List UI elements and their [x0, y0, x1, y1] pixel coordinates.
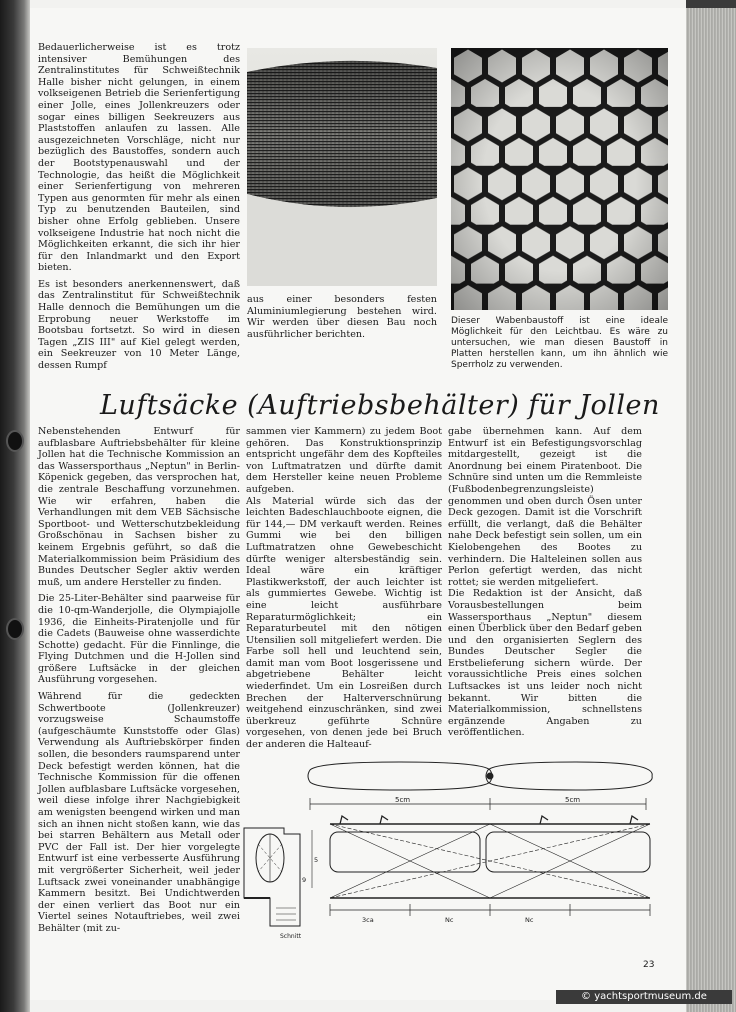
body-paragraph: gabe übernehmen kann. Auf dem Entwurf ist ein Befestigungsvorschlag mitdargestellt, gezeigt ist die Anordnung bei einem Piratenboot. Die Schnüre sind unten um die Remmleiste (Fußbodenbegrenzungsleiste) genommen und oben durch Ösen unter Deck gezogen. Damit ist die Vorschrift erfüllt, die verlangt, daß die Behälter nahe Deck befestigt sein sollen, um ein Kielobengehen des Bootes zu verhindern. Die Halteleinen sollen aus Perlon gefertigt werden, das nicht rottet; sie werden mitgeliefert. [448, 426, 642, 588]
honeycomb-material-photo [451, 48, 668, 310]
dimension-label: 5 [314, 856, 319, 864]
dimension-label: 5cm [565, 796, 581, 804]
page-number: 23 [643, 960, 655, 970]
copyright-watermark: © yachtsportmuseum.de [556, 990, 732, 1004]
article-headline: Luftsäcke (Auftriebsbehälter) für Jollen [100, 390, 660, 421]
body-paragraph: Nebenstehenden Entwurf für aufblasbare Auftriebsbehälter für kleine Jollen hat die Technische Kommission an das Wassersporthaus „Neptun" in Berlin-Köpenick gegeben, das versprochen hat, die zentrale Beschaffung vorzunehmen. Wie wir erfahren, haben die Verhandlungen mit dem VEB Sächsische Sportboot- und Wetterschutzbekleidung Großschönau in Sachsen bisher zu keinem Ergebnis geführt, so daß die Materialkommission beim Präsidium des Bundes Deutscher Segler aktiv werden muß, um andere Hersteller zu finden. [38, 426, 240, 588]
body-paragraph: Während für die gedeckten Schwertboote (Jollenkreuzer) vorzugsweise Schaumstoffe (aufgeschäumte Kunststoffe oder Glas) Verwendung als Auftriebskörper finden sollen, die besonders raumsparend unter Deck befestigt werden können, hat die Technische Kommission für die offenen Jollen aufblasbare Luftsäcke vorgesehen, weil diese infolge ihrer Nachgiebigkeit am wenigsten beengend wirken und man sich an ihnen nicht stoßen kann, wie das bei starren Behältern aus Metall oder PVC der Fall ist. Der hier vorgelegte Entwurf ist eine verbesserte Ausführung mit vergrößerter Sicherheit, weil jeder Luftsack zwei voneinander unabhängige Kammern besitzt. Bei Undichtwerden der einen verliert das Boot nur ein Viertel seines Notauftriebes, weil zwei Behälter (mit zu- [38, 691, 240, 934]
air-bag-chamber-right [486, 762, 652, 790]
body-paragraph: Die 25-Liter-Behälter sind paarweise für die 10-qm-Wanderjolle, die Olympiajolle 1936, die Einheits-Piratenjolle und für die Cadets (Bauweise ohne wasserdichte Schotte) gedacht. Für die Finnlinge, die Flying Dutchmen und die H-Jollen sind größere Luftsäcke in der gleichen Ausführung vorgesehen. [38, 593, 240, 686]
page-stack-edge [686, 0, 736, 1012]
dimension-label: Nc [525, 916, 534, 924]
page-stack-shadow [686, 0, 736, 8]
photo-caption: Dieser Wabenbaustoff ist eine ideale Möglichkeit für den Leichtbau. Es wäre zu untersuchen, wie man diesen Baustoff in Platten herstellen kann, um ihn ähnlich wie Sperrholz zu verwenden. [451, 316, 668, 370]
book-binding [0, 0, 30, 1012]
woven-material-photo [247, 48, 437, 286]
body-column-2 [246, 426, 442, 751]
section-label: Schnitt [280, 933, 302, 940]
air-bag-technical-drawing [240, 758, 660, 958]
dimension-label: 9 [302, 876, 307, 884]
hull-section [244, 828, 300, 926]
dimension-label: Nc [445, 916, 454, 924]
binding-hole [6, 618, 24, 640]
intro-continuation-text: aus einer besonders festen Aluminiumlegierung bestehen wird. Wir werden über diesen Bau noch ausführlicher berichten. [247, 294, 437, 340]
intro-continuation [247, 294, 437, 340]
intro-column [38, 42, 240, 372]
body-column-1 [38, 426, 240, 935]
technical-drawing-svg [240, 758, 660, 958]
valve [487, 773, 493, 779]
intro-paragraph: Bedauerlicherweise ist es trotz intensiver Bemühungen des Zentralinstitutes für Schweißtechnik Halle bisher nicht gelungen, in einem volkseigenen Betrieb die Serienfertigung einer Jolle, eines Jollenkreuzers oder sogar eines billigen Seekreuzers aus Plaststoffen anlaufen zu lassen. Alle ausgezeichneten Vorschläge, nicht nur bezüglich des Baustoffes, sondern auch der Bootstypenauswahl und der Technologie, das heißt die Möglichkeit einer Serienfertigung von mehreren Typen aus genormten für mehr als einen Typ zu benutzenden Bauteilen, sind bisher ohne Erfolg geblieben. Unsere volkseigene Industrie hat noch nicht die Möglichkeiten erkannt, die sich ihr hier für den Inlandmarkt und den Export bieten. [38, 42, 240, 274]
woven-material-image [247, 48, 437, 286]
body-column-3 [448, 426, 642, 739]
body-paragraph: Als Material würde sich das der leichten Badeschlauchboote eignen, die für 144,— DM verkauft werden. Reines Gummi wie bei den billigen Luftmatratzen ohne Gewebeschicht dürfte weniger altersbeständig sein. Ideal wäre ein kräftiger Plastikwerkstoff, der auch leichter ist als gummiertes Gewebe. Wichtig ist eine leicht ausführbare Reparaturmöglichkeit; ein Reparaturbeutel mit den nötigen Utensilien soll mitgeliefert werden. Die Farbe soll hell und leuchtend sein, damit man vom Boot losgerissene und abgetriebene Behälter leicht wiederfindet. Um ein Losreißen durch Brechen der Halterverschnürung weitgehend einzuschränken, sind zwei überkreuz geführte Schnüre vorgesehen, von denen jede bei Bruch der anderen die Halteauf- [246, 495, 442, 751]
binding-hole [6, 430, 24, 452]
dimension-label: 5cm [395, 796, 411, 804]
bag-side-view [330, 832, 480, 872]
magazine-page [30, 8, 686, 1000]
body-paragraph: Die Redaktion ist der Ansicht, daß Vorausbestellungen beim Wassersporthaus „Neptun" diesem einen Überblick über den Bedarf geben und den organisierten Seglern des Bundes Deutscher Segler die Erstbelieferung sichern würde. Der voraussichtliche Preis eines solchen Luftsackes ist uns leider noch nicht bekannt. Wir bitten die Materialkommission, schnellstens ergänzende Angaben zu veröffentlichen. [448, 588, 642, 739]
body-paragraph: sammen vier Kammern) zu jedem Boot gehören. Das Konstruktionsprinzip entspricht ungefähr dem des Kopfteiles von Luftmatratzen und dürfte damit dem Hersteller keine neuen Probleme aufgeben. [246, 426, 442, 495]
air-bag-chamber-left [308, 762, 492, 790]
dimension-label: 3ca [362, 916, 374, 924]
intro-paragraph: Es ist besonders anerkennenswert, daß das Zentralinstitut für Schweißtechnik Halle dennoch die Bemühungen um die Erprobung neuer Werkstoffe im Bootsbau fortsetzt. So wird in diesen Tagen „ZIS III" auf Kiel gelegt werden, ein Seekreuzer von 10 Meter Länge, dessen Rumpf [38, 278, 240, 372]
honeycomb-image [451, 48, 668, 310]
